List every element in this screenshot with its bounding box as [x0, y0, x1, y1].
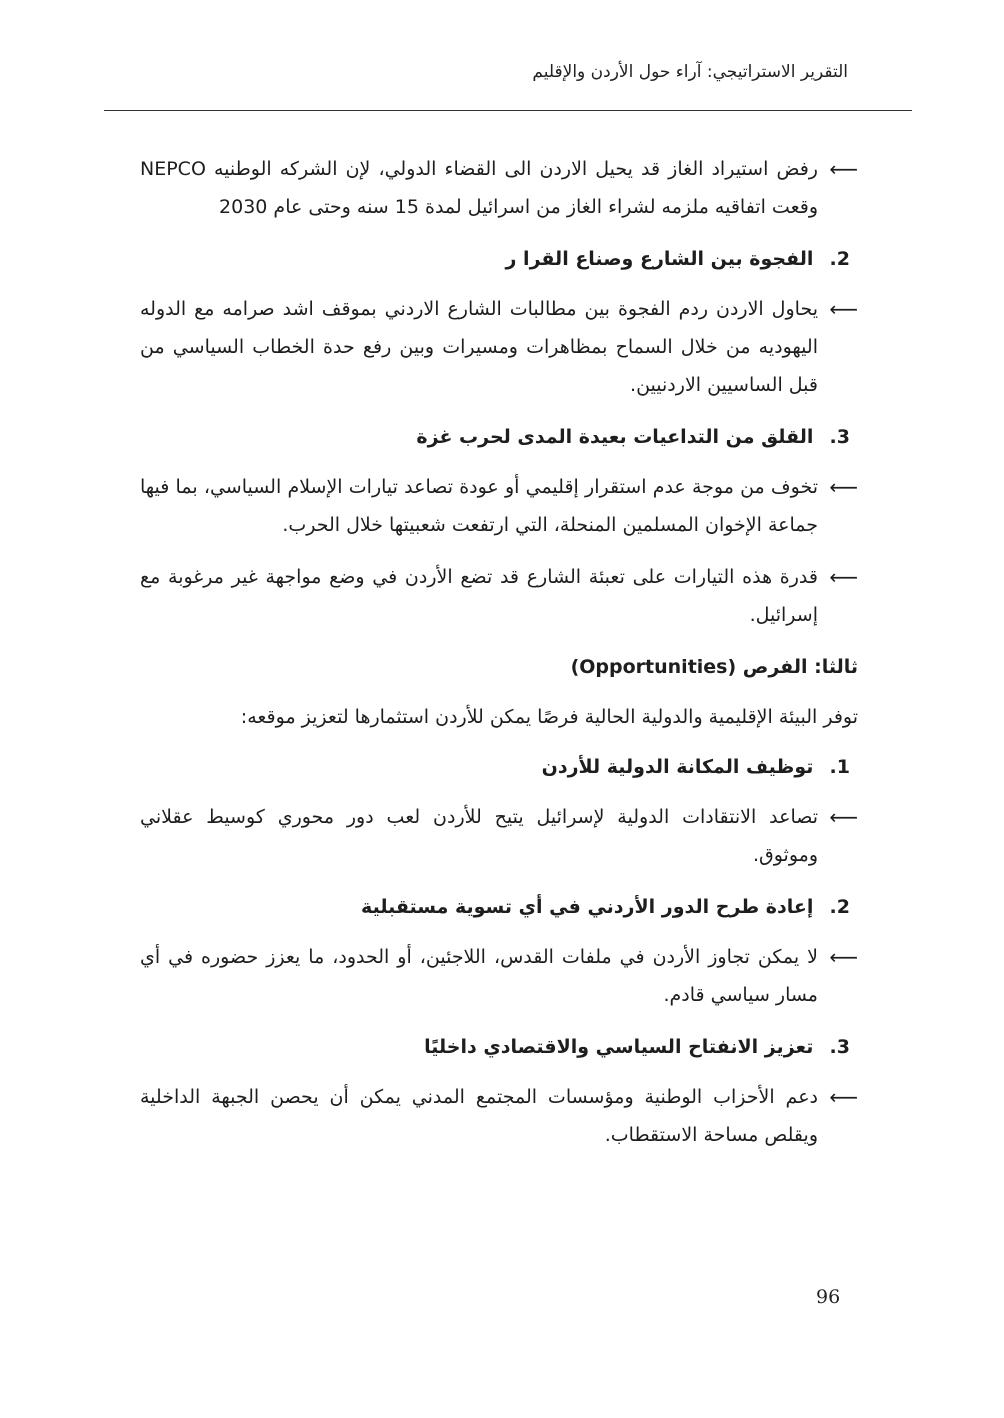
- heading-text: القلق من التداعيات بعيدة المدى لحرب غزة: [416, 426, 814, 448]
- heading-number: 3.: [829, 1036, 850, 1058]
- bullet-text: يحاول الاردن ردم الفجوة بين مطالبات الشارع الاردني بموقف اشد صرامه مع الدوله اليهوديه من خلال السماح بمظاهرات ومسيرات وبين رفع حدة الخطاب السياسي من قبل الساسيين الاردنيين.: [140, 298, 818, 396]
- arrow-icon: ⟵: [829, 945, 858, 969]
- bullet-text: رفض استيراد الغاز قد يحيل الاردن الى القضاء الدولي، لإن الشركه الوطنيه NEPCO وقعت اتفاقيه ملزمه لشراء الغاز من اسرائيل لمدة 15 سنه وحتى عام 2030: [140, 158, 818, 218]
- heading-text: تعزيز الانفتاح السياسي والاقتصادي داخليًا: [424, 1036, 814, 1058]
- bullet-text: تصاعد الانتقادات الدولية لإسرائيل يتيح للأردن لعب دور محوري كوسيط عقلاني وموثوق.: [140, 806, 818, 866]
- bullet-mobilization: [140, 558, 858, 634]
- bullet-text: قدرة هذه التيارات على تعبئة الشارع قد تضع الأردن في وضع مواجهة غير مرغوبة مع إسرائيل.: [140, 566, 818, 626]
- heading-gaza: [140, 418, 858, 456]
- bullet-text: لا يمكن تجاوز الأردن في ملفات القدس، اللاجئين، أو الحدود، ما يعزز حضوره في أي مسار سياسي قادم.: [140, 946, 818, 1006]
- heading-gap: [140, 240, 858, 278]
- page-number: 96: [816, 1286, 841, 1308]
- arrow-icon: ⟵: [829, 157, 858, 181]
- page-body: [140, 150, 858, 1168]
- arrow-icon: ⟵: [829, 475, 858, 499]
- bullet-mediator: [140, 798, 858, 874]
- bullet-instability: [140, 468, 858, 544]
- heading-number: 2.: [829, 248, 850, 270]
- heading-number: 2.: [829, 896, 850, 918]
- arrow-icon: ⟵: [829, 565, 858, 589]
- bullet-bridge-gap: [140, 290, 858, 404]
- heading-text: إعادة طرح الدور الأردني في أي تسوية مستقبلية: [361, 896, 814, 918]
- bullet-text: دعم الأحزاب الوطنية ومؤسسات المجتمع المدني يمكن أن يحصن الجبهة الداخلية ويقلص مساحة الاستقطاب.: [140, 1086, 818, 1146]
- header-title: التقرير الاستراتيجي: آراء حول الأردن والإقليم: [532, 62, 848, 82]
- arrow-icon: ⟵: [829, 1085, 858, 1109]
- heading-number: 1.: [829, 756, 850, 778]
- heading-number: 3.: [829, 426, 850, 448]
- intro-paragraph: توفر البيئة الإقليمية والدولية الحالية فرصًا يمكن للأردن استثمارها لتعزيز موقعه:: [240, 706, 858, 728]
- heading-internal-openness: [140, 1028, 858, 1066]
- heading-text: الفجوة بين الشارع وصناع القرا ر: [505, 248, 814, 270]
- bullet-civil-society: [140, 1078, 858, 1154]
- running-header: [104, 52, 912, 111]
- bullet-text: تخوف من موجة عدم استقرار إقليمي أو عودة تصاعد تيارات الإسلام السياسي، بما فيها جماعة الإخوان المسلمين المنحلة، التي ارتفعت شعبيتها خلال الحرب.: [140, 476, 818, 536]
- arrow-icon: ⟵: [829, 297, 858, 321]
- bullet-gas-import: [140, 150, 858, 226]
- heading-international-status: [140, 748, 858, 786]
- heading-text: توظيف المكانة الدولية للأردن: [541, 756, 814, 778]
- arrow-icon: ⟵: [829, 805, 858, 829]
- heading-future-settlement: [140, 888, 858, 926]
- section-title-opportunities: ثالثا: الفرص (Opportunities): [570, 656, 858, 678]
- bullet-key-files: [140, 938, 858, 1014]
